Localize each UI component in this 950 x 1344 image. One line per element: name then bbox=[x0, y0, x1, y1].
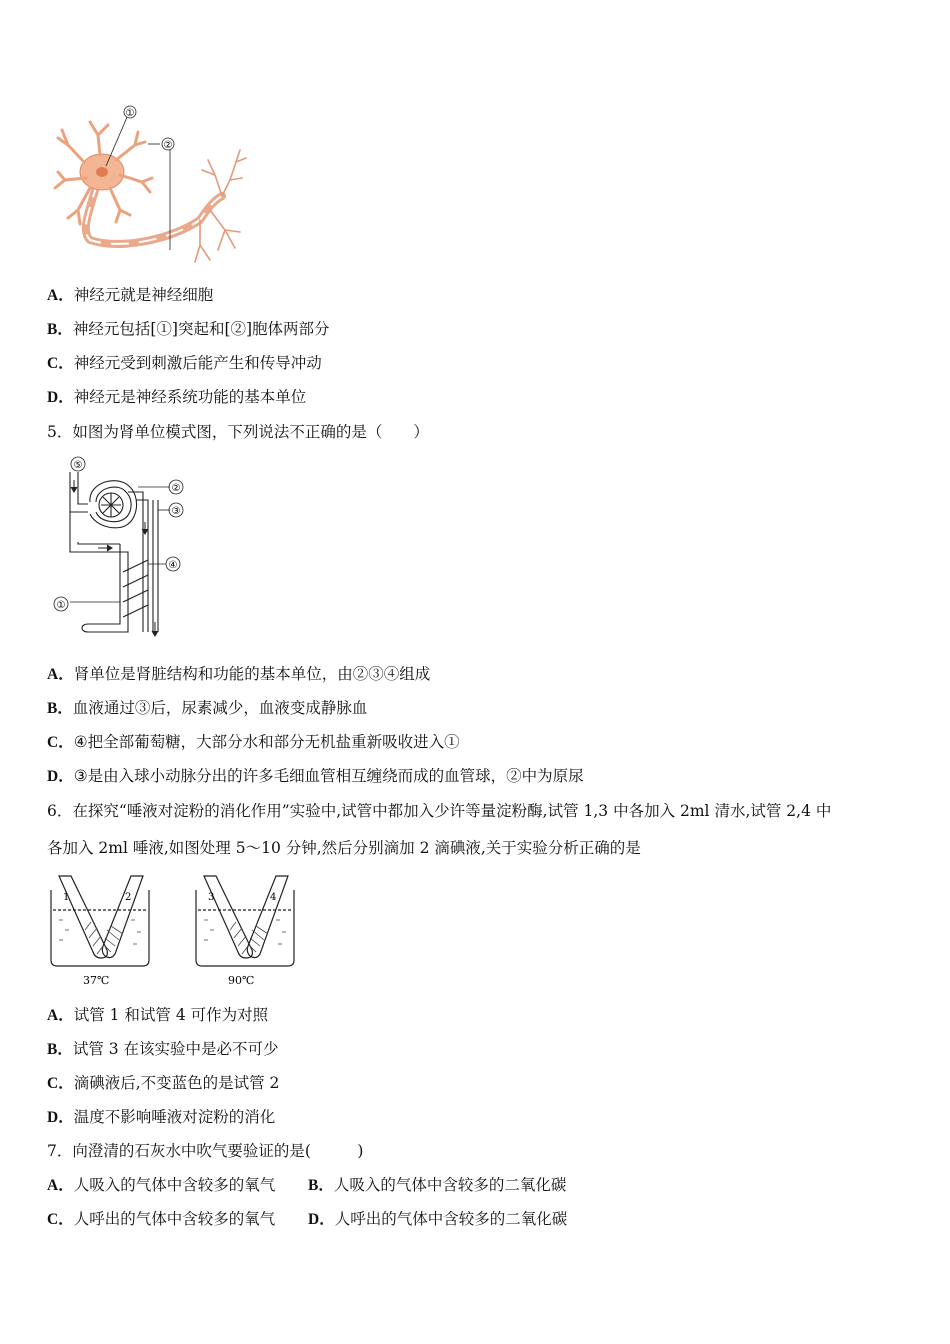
nephron-label-2: ② bbox=[171, 483, 181, 494]
neuron-option-b: B．神经元包括[①]突起和[②]胞体两部分 bbox=[47, 320, 330, 338]
nephron-label-3: ③ bbox=[171, 506, 181, 517]
temp-label-90: 90℃ bbox=[228, 974, 255, 987]
neuron-option-a: A．神经元就是神经细胞 bbox=[47, 286, 214, 304]
beaker-figure-37 bbox=[45, 870, 160, 990]
beaker-figure-90 bbox=[190, 870, 305, 990]
tube-label-4: 4 bbox=[270, 892, 277, 903]
tube-label-1: 1 bbox=[63, 892, 70, 903]
q6-stem-line1: 6．在探究“唾液对淀粉的消化作用”实验中,试管中都加入少许等量淀粉酶,试管 1,3 中各加入 2ml 清水,试管 2,4 中 bbox=[47, 802, 832, 820]
neuron-option-c: C．神经元受到刺激后能产生和传导冲动 bbox=[47, 354, 322, 372]
q6-option-a: A．试管 1 和试管 4 可作为对照 bbox=[47, 1006, 269, 1024]
q7-option-b: B．人吸入的气体中含较多的二氧化碳 bbox=[308, 1176, 567, 1194]
q7-option-d: D．人呼出的气体中含较多的二氧化碳 bbox=[308, 1210, 568, 1228]
neuron-label-2: ② bbox=[163, 140, 173, 151]
nephron-figure bbox=[48, 452, 193, 642]
nephron-label-4: ④ bbox=[168, 560, 178, 571]
temp-label-37: 37℃ bbox=[83, 974, 110, 987]
q6-stem-line2: 各加入 2ml 唾液,如图处理 5～10 分钟,然后分别滴加 2 滴碘液,关于实验分析正确的是 bbox=[47, 839, 641, 857]
q5-stem: 5．如图为肾单位模式图，下列说法不正确的是（ ） bbox=[47, 423, 429, 441]
q5-option-c: C．④把全部葡萄糖，大部分水和部分无机盐重新吸收进入① bbox=[47, 733, 460, 751]
nephron-label-1: ① bbox=[56, 600, 66, 611]
q5-option-d: D．③是由入球小动脉分出的许多毛细血管相互缠绕而成的血管球，②中为原尿 bbox=[47, 767, 584, 785]
neuron-figure bbox=[50, 100, 250, 272]
q6-option-c: C．滴碘液后,不变蓝色的是试管 2 bbox=[47, 1074, 280, 1092]
q5-option-a: A．肾单位是肾脏结构和功能的基本单位，由②③④组成 bbox=[47, 665, 431, 683]
q6-option-d: D．温度不影响唾液对淀粉的消化 bbox=[47, 1108, 276, 1126]
tube-label-2: 2 bbox=[125, 892, 132, 903]
q7-option-c: C．人呼出的气体中含较多的氧气 bbox=[47, 1210, 276, 1228]
q5-option-b: B．血液通过③后，尿素减少，血液变成静脉血 bbox=[47, 699, 368, 717]
neuron-option-d: D．神经元是神经系统功能的基本单位 bbox=[47, 388, 307, 406]
q7-option-a: A．人吸入的气体中含较多的氧气 bbox=[47, 1176, 276, 1194]
q6-option-b: B．试管 3 在该实验中是必不可少 bbox=[47, 1040, 279, 1058]
q7-stem: 7．向澄清的石灰水中吹气要验证的是( ) bbox=[47, 1142, 364, 1160]
nephron-label-5: ⑤ bbox=[73, 460, 83, 471]
neuron-label-1: ① bbox=[125, 108, 135, 119]
tube-label-3: 3 bbox=[208, 892, 215, 903]
